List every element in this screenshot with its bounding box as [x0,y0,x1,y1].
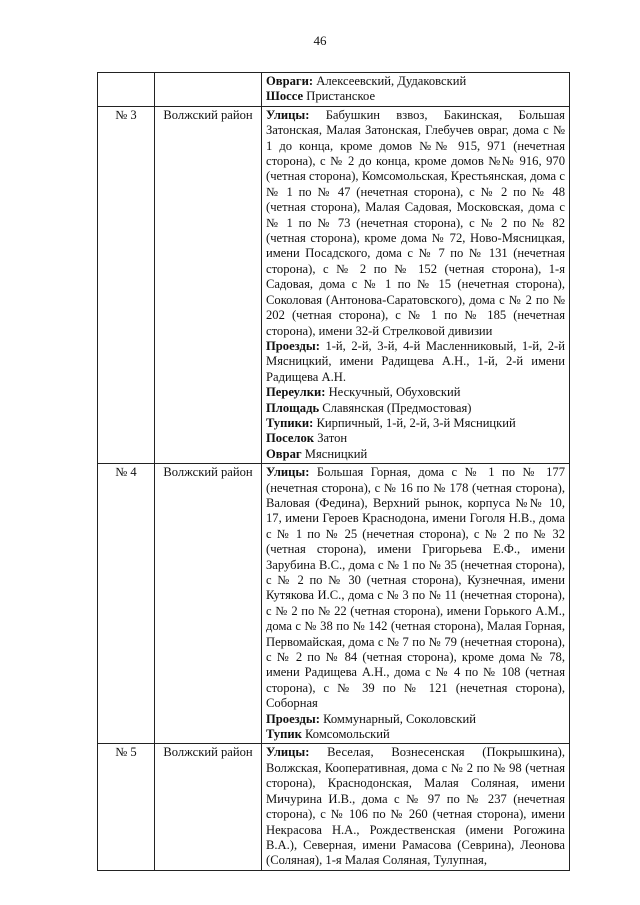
entry-text: Славянская (Предмостовая) [322,400,472,415]
description-cell [262,744,570,870]
entry [266,385,565,400]
entry-text: Бабушкин взвоз, Бакинская, Большая Затонская, Малая Затонская, Глебучев овраг, дома с № 1 до конца, кроме домов №№ 915, 971 (нечетная сторона), с № 2 до конца, кроме домов №№ 916, 970 (четная сторона), Комсомольская, Крестьянская, дома с № 1 по № 47 (нечетная сторона), с № 2 по № 48 (четная сторона), Малая Садовая, Московская, дома с № 1 по № 73 (нечетная сторона), с № 2 по № 82 (четная сторона), кроме дома № 72, Ново-Мясницкая, имени Посадского, дома с № 7 по № 131 (нечетная сторона), с № 2 по № 152 (четная сторона), 1-я Садовая, дома с № 1 по № 15 (нечетная сторона), Соколовая (Антонова-Саратовского), дома с № 2 по № 202 (четная сторона), с № 1 по № 185 (нечетная сторона), имени 32-й Стрелковой дивизии [266,107,565,338]
row-number-cell [98,73,155,107]
entry-label: Овраг [266,446,302,461]
entry-text: Алексеевский, Дудаковский [316,74,467,88]
table-row [98,73,570,107]
district-cell [155,73,262,107]
description-cell [262,464,570,744]
entry-label: Овраги: [266,74,314,88]
entry-text: Комсомольский [305,727,390,742]
entry-text: Коммунарный, Соколовский [323,711,476,726]
row-number-cell: № 5 [98,744,155,870]
table-row [98,106,570,463]
entry-label: Площадь [266,400,320,415]
entry-label: Шоссе [266,89,304,104]
entry-label: Улицы: [266,465,310,480]
entry [266,727,565,742]
entry-label: Тупики: [266,415,314,430]
entry-text: Веселая, Вознесенская (Покрышкина), Волжская, Кооперативная, дома с № 2 по № 98 (четная сторона), Краснодонская, Малая Соляная, имени Мичурина И.В., дома с № 97 по № 237 (нечетная сторона), с № 106 по № 260 (четная сторона), имени Некрасова Н.А., Рождественская (имени Рогожина В.А.), Северная, имени Рамасова (Севрина), Леонова (Соляная), 1-я Малая Соляная, Тулупная, [266,745,565,868]
entry-label: Переулки: [266,385,326,400]
page-number: 46 [313,33,327,48]
districts-table [97,72,570,871]
row-number-cell: № 4 [98,464,155,744]
table-row [98,744,570,870]
description-cell [262,73,570,107]
description-cell [262,106,570,463]
entry [266,416,565,431]
district-cell: Волжский район [155,744,262,870]
entry [266,108,565,339]
entry-text: Кирпичный, 1-й, 2-й, 3-й Мясницкий [316,415,516,430]
entry-text: Большая Горная, дома с № 1 по № 177 (нечетная сторона), с № 16 по № 178 (четная сторона), Валовая (Федина), Верхний рынок, корпуса №№ 10, 17, имени Героев Краснодона, имени Гоголя Н.В., дома с № 1 по № 25 (нечетная сторона), с № 2 по № 32 (четная сторона), имени Григорьева Е.Ф., имени Зарубина В.С., дома с № 1 по № 35 (нечетная сторона), с № 2 по № 30 (четная сторона), Кузнечная, имени Кутякова И.С., дома с № 3 по № 11 (нечетная сторона), с № 2 по № 22 (четная сторона), имени Горького А.М., дома с № 38 по № 142 (четная сторона), Малая Горная, Первомайская, дома с № 7 по № 79 (нечетная сторона), с № 2 по № 84 (четная сторона), кроме дома № 78, имени Радищева А.Н., дома с № 4 по № 108 (четная сторона), с № 39 по № 121 (нечетная сторона), Соборная [266,465,565,711]
entry [266,745,565,868]
entry-label: Улицы: [266,745,310,760]
entry [266,339,565,385]
entry [266,712,565,727]
entry [266,465,565,712]
entry [266,431,565,446]
entry-text: Затон [317,431,348,446]
row-number-cell: № 3 [98,106,155,463]
entry [266,89,565,104]
table-row [98,464,570,744]
entry-label: Улицы: [266,107,310,122]
entry-label: Тупик [266,727,302,742]
entry-label: Проезды: [266,711,320,726]
entry-label: Поселок [266,431,315,446]
entry [266,447,565,462]
entry-text: 1-й, 2-й, 3-й, 4-й Масленниковый, 1-й, 2-й Мясницкий, имени Радищева А.Н., 1-й, 2-й имени Радищева А.Н. [266,338,565,384]
entry [266,74,565,89]
entry-text: Мясницкий [304,446,368,461]
district-cell: Волжский район [155,464,262,744]
district-cell: Волжский район [155,106,262,463]
entry-text: Нескучный, Обуховский [328,385,461,400]
entry-text: Пристанское [306,89,376,104]
entry-label: Проезды: [266,338,320,353]
entry [266,401,565,416]
